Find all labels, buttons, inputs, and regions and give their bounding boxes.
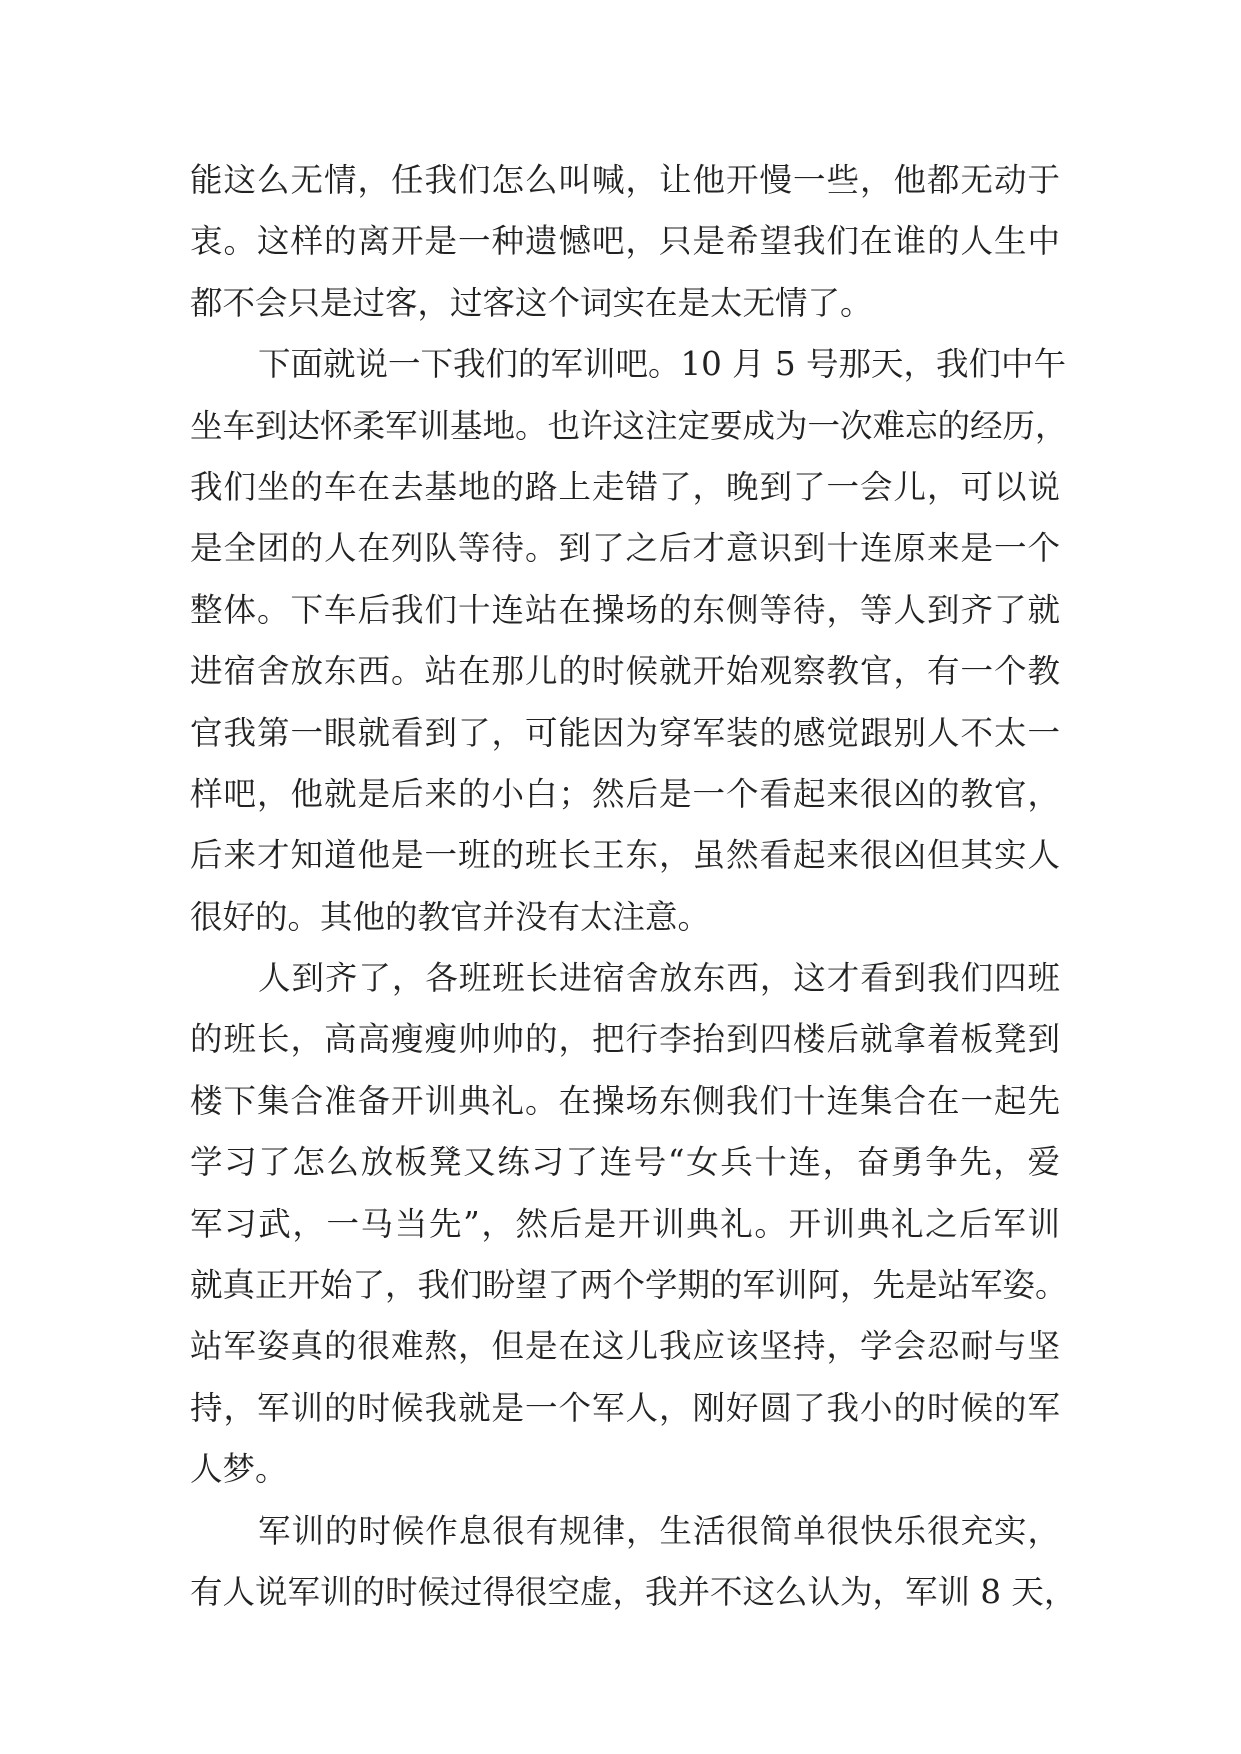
text-line: 很好的。其他的教官并没有太注意。 bbox=[190, 897, 711, 936]
text-line: 衷。这样的离开是一种遗憾吧，只是希望我们在谁的人生中 bbox=[190, 222, 1060, 261]
text-line: 是全团的人在列队等待。到了之后才意识到十连原来是一个 bbox=[190, 529, 1060, 568]
text-line: 坐车到达怀柔军训基地。也许这注定要成为一次难忘的经历， bbox=[190, 406, 1068, 445]
text-line: 样吧，他就是后来的小白；然后是一个看起来很凶的教官， bbox=[190, 774, 1060, 813]
text-line: 都不会只是过客，过客这个词实在是太无情了。 bbox=[190, 283, 873, 322]
text-line: 能这么无情，任我们怎么叫喊，让他开慢一些，他都无动于 bbox=[190, 161, 1060, 199]
text-line: 官我第一眼就看到了，可能因为穿军装的感觉跟别人不太一 bbox=[190, 713, 1060, 752]
text-line: 有人说军训的时候过得很空虚，我并不这么认为，军训 8 天， bbox=[190, 1572, 1077, 1611]
text-line: 持，军训的时候我就是一个军人，刚好圆了我小的时候的军 bbox=[190, 1388, 1060, 1427]
text-line: 整体。下车后我们十连站在操场的东侧等待，等人到齐了就 bbox=[190, 590, 1060, 629]
text-line: 军习武，一马当先”，然后是开训典礼。开训典礼之后军训 bbox=[190, 1204, 1060, 1243]
text-line: 楼下集合准备开训典礼。在操场东侧我们十连集合在一起先 bbox=[190, 1081, 1060, 1120]
text-line: 的班长，高高瘦瘦帅帅的，把行李抬到四楼后就拿着板凳到 bbox=[190, 1020, 1060, 1059]
text-line: 后来才知道他是一班的班长王东，虽然看起来很凶但其实人 bbox=[190, 836, 1060, 875]
text-line: 就真正开始了，我们盼望了两个学期的军训阿，先是站军姿。 bbox=[190, 1266, 1068, 1305]
paragraph-first-line: 下面就说一下我们的军训吧。10 月 5 号那天，我们中午 bbox=[258, 345, 1067, 384]
text-line: 站军姿真的很难熬，但是在这儿我应该坚持，学会忍耐与坚 bbox=[190, 1327, 1060, 1366]
body-text bbox=[190, 150, 1077, 1623]
text-line: 人梦。 bbox=[190, 1450, 288, 1489]
paragraph-first-line: 军训的时候作息很有规律，生活很简单很快乐很充实， bbox=[258, 1511, 1060, 1550]
paragraph-first-line: 人到齐了，各班班长进宿舍放东西，这才看到我们四班 bbox=[258, 959, 1060, 998]
text-line: 我们坐的车在去基地的路上走错了，晚到了一会儿，可以说 bbox=[190, 467, 1060, 506]
text-line: 学习了怎么放板凳又练习了连号“女兵十连，奋勇争先，爱 bbox=[190, 1143, 1060, 1182]
text-line: 进宿舍放东西。站在那儿的时候就开始观察教官，有一个教 bbox=[190, 652, 1060, 691]
